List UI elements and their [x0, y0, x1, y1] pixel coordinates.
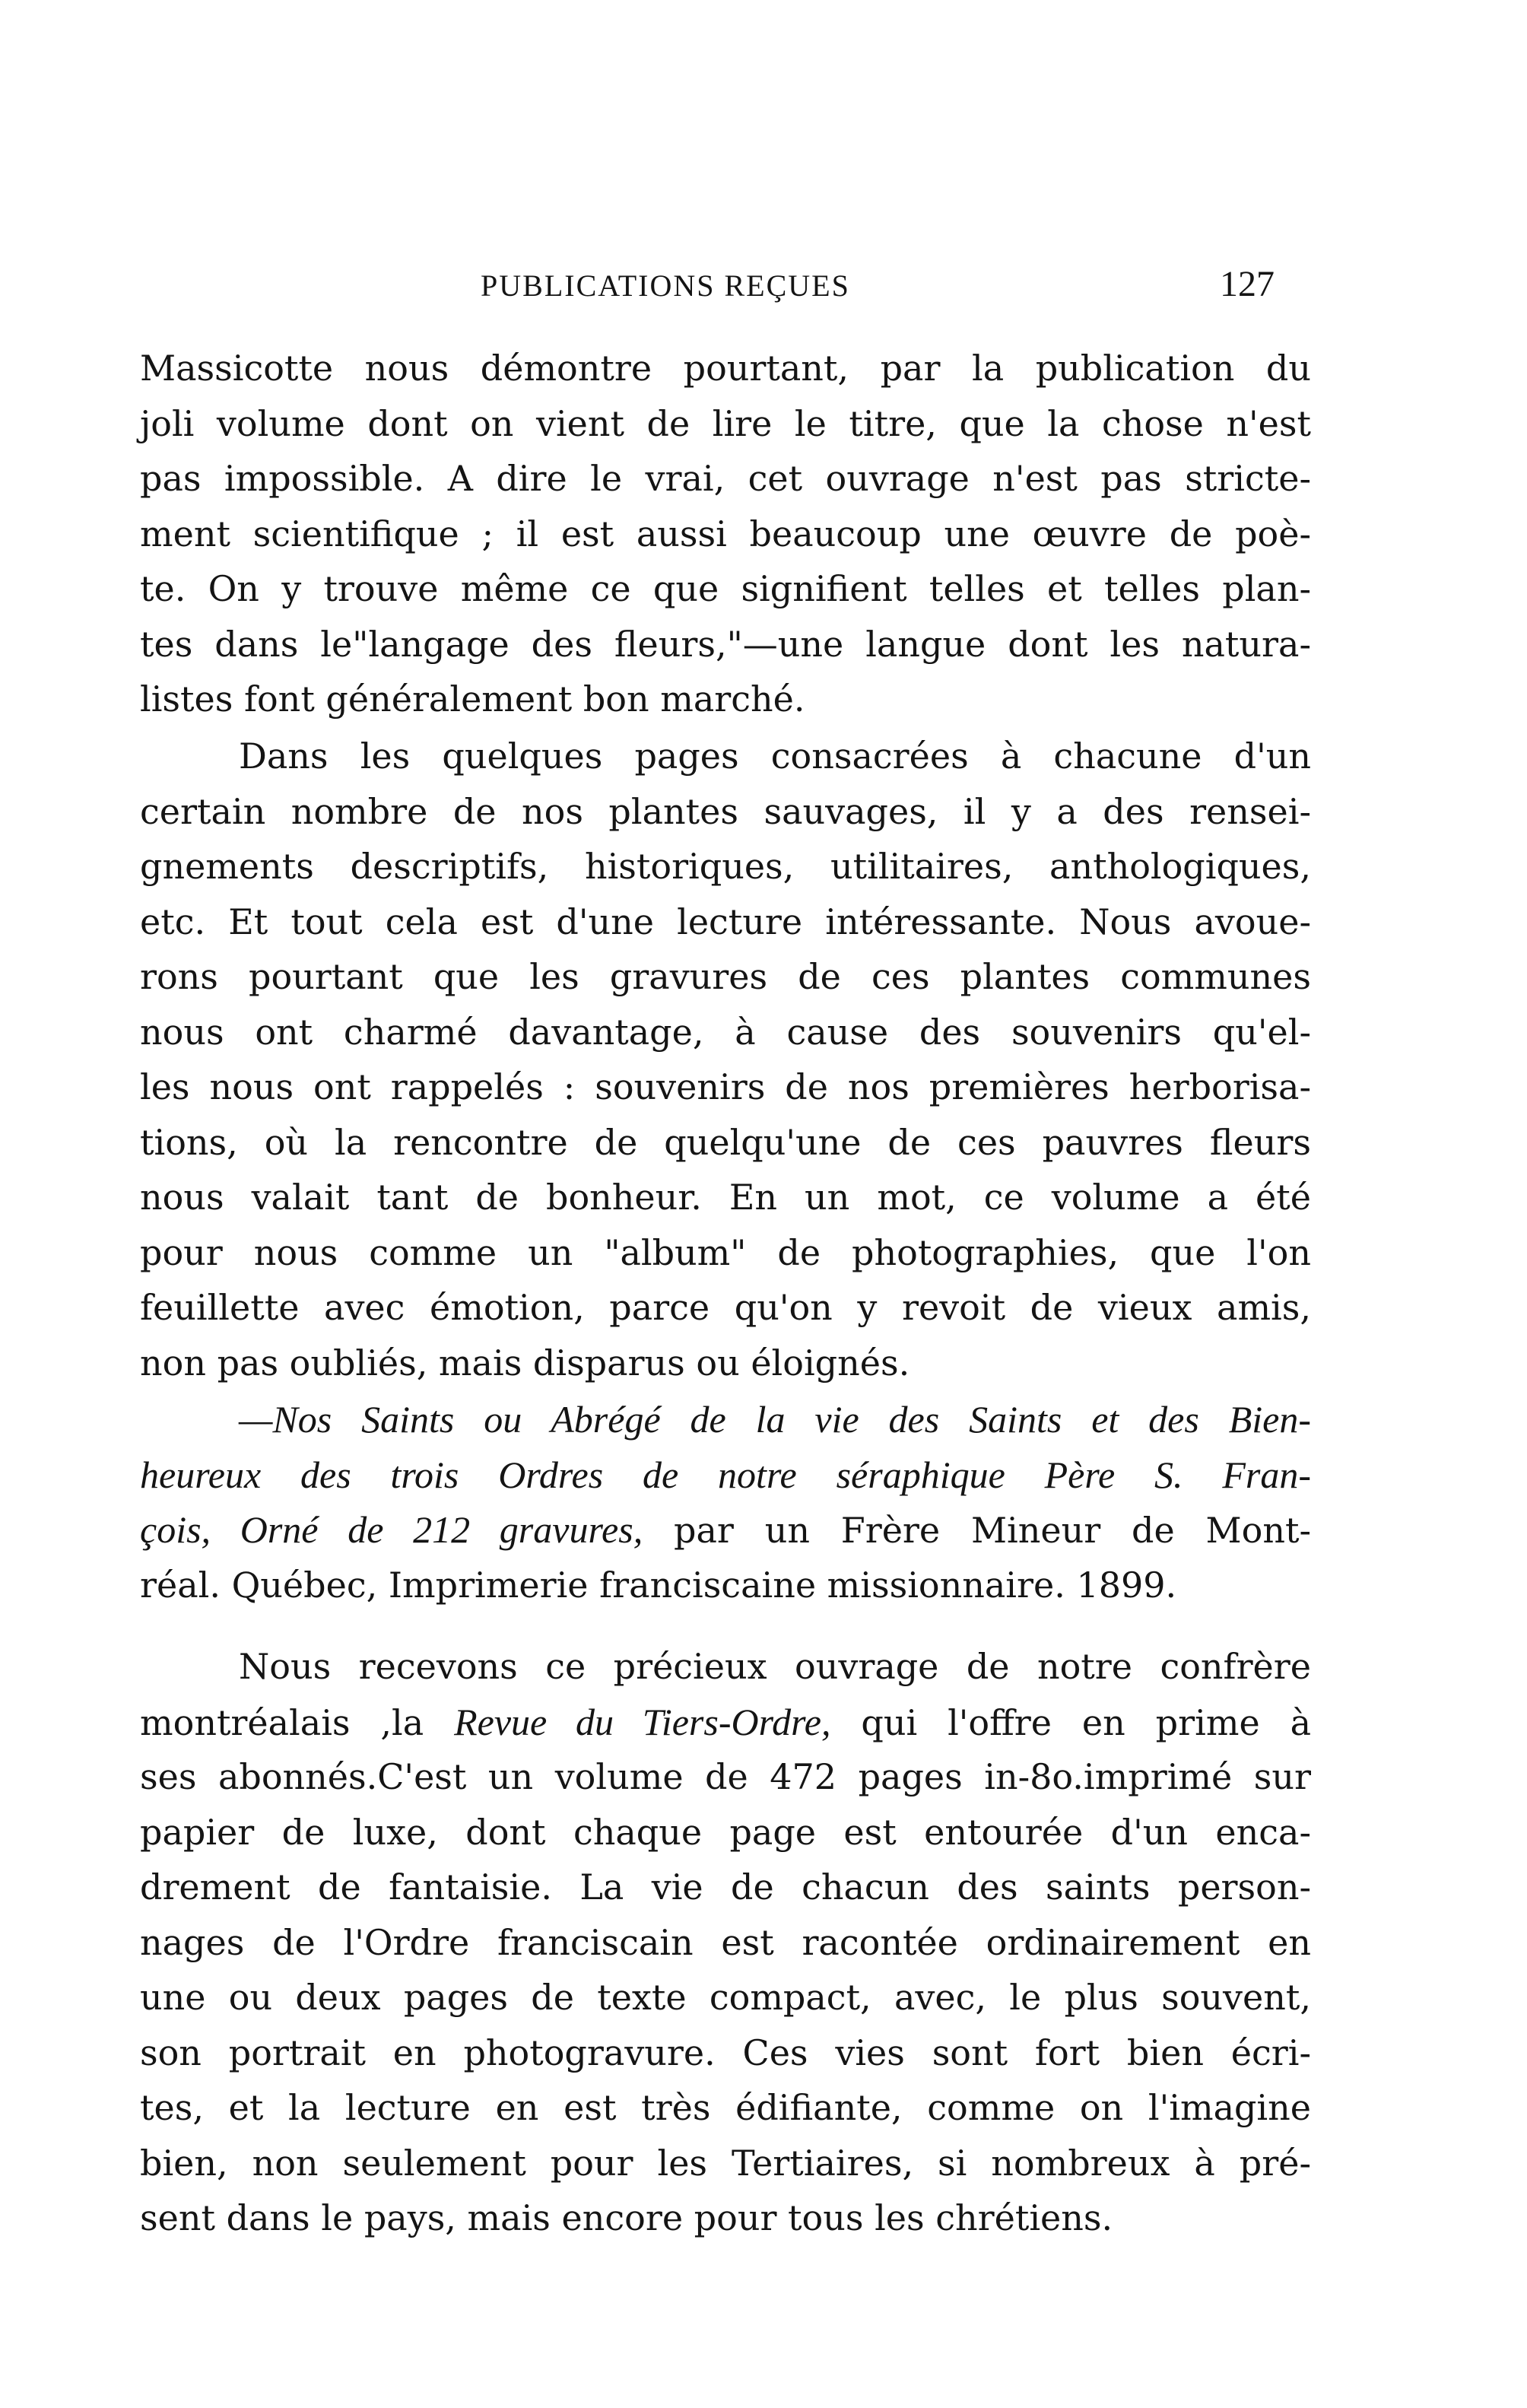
- text-line: son portrait en photogravure. Ces vies sont fort bien écri-: [140, 2032, 1311, 2073]
- text-line: nous valait tant de bonheur. En un mot, ce volume a été: [140, 1177, 1311, 1218]
- text-line: joli volume dont on vient de lire le titre, que la chose n'est: [140, 402, 1311, 444]
- text-line: te. On y trouve même ce que signifient telles et telles plan-: [140, 568, 1311, 609]
- text-line: tes dans le"langage des fleurs,"—une langue dont les natura-: [140, 623, 1311, 665]
- text-line: les nous ont rappelés : souvenirs de nos premières herborisa-: [140, 1066, 1311, 1107]
- text-line: ment scientifique ; il est aussi beaucoup une œuvre de poè-: [140, 513, 1311, 554]
- text-line: [140, 1447, 1311, 1503]
- text-line: non pas oubliés, mais disparus ou éloignés.: [140, 1342, 910, 1383]
- text-line: Nous recevons ce précieux ouvrage de notre confrère: [239, 1646, 1311, 1687]
- text-line: feuillette avec émotion, parce qu'on y revoit de vieux amis,: [140, 1287, 1311, 1328]
- text-line: listes font généralement bon marché.: [140, 678, 805, 720]
- text-line: Dans les quelques pages consacrées à chacune d'un: [239, 735, 1311, 777]
- text-line: [140, 1502, 1311, 1558]
- page-number: 127: [1220, 264, 1275, 304]
- text-line: tes, et la lecture en est très édifiante, comme on l'imagine: [140, 2087, 1311, 2128]
- author-segment: par un Frère Mineur de Mont-: [643, 1510, 1311, 1551]
- text-line: drement de fantaisie. La vie de chacun des saints person-: [140, 1866, 1311, 1908]
- text-line: pas impossible. A dire le vrai, cet ouvrage n'est pas stricte-: [140, 458, 1311, 499]
- text-line: nous ont charmé davantage, à cause des souvenirs qu'el-: [140, 1011, 1311, 1053]
- text-line: certain nombre de nos plantes sauvages, il y a des rensei-: [140, 790, 1311, 832]
- running-title: PUBLICATIONS REÇUES: [481, 268, 850, 303]
- text-line: nages de l'Ordre franciscain est racontée ordinairement en: [140, 1921, 1311, 1963]
- book-title-segment: çois, Orné de 212 gravures,: [140, 1508, 643, 1551]
- text-line: tions, où la rencontre de quelqu'une de ces pauvres fleurs: [140, 1121, 1311, 1163]
- text-line: Massicotte nous démontre pourtant, par la publication du: [140, 348, 1311, 389]
- text-line: réal. Québec, Imprimerie franciscaine missionnaire. 1899.: [140, 1564, 1177, 1606]
- book-title-segment: —Nos Saints ou Abrégé de la vie des Saints et des Bien-: [239, 1398, 1311, 1441]
- text-line: gnements descriptifs, historiques, utilitaires, anthologiques,: [140, 846, 1311, 887]
- text-line: pour nous comme un "album" de photographies, que l'on: [140, 1231, 1311, 1273]
- text-line: ses abonnés.C'est un volume de 472 pages in-8o.imprimé sur: [140, 1756, 1311, 1797]
- paragraph-2: [140, 729, 1311, 1390]
- journal-title-segment: Revue du Tiers-Ordre,: [454, 1700, 831, 1743]
- paragraph-4: [140, 1639, 1311, 2246]
- bibliographic-entry: [140, 1392, 1311, 1612]
- paragraph-1: [140, 341, 1311, 727]
- text-line: sent dans le pays, mais encore pour tous les chrétiens.: [140, 2197, 1113, 2238]
- text-line: [140, 1695, 1311, 1750]
- text-line: une ou deux pages de texte compact, avec, le plus souvent,: [140, 1977, 1311, 2018]
- text-segment: qui l'offre en prime à: [830, 1701, 1311, 1743]
- text-line: etc. Et tout cela est d'une lecture intéressante. Nous avoue-: [140, 901, 1311, 942]
- text-line: papier de luxe, dont chaque page est entourée d'un enca-: [140, 1811, 1311, 1853]
- text-line: bien, non seulement pour les Tertiaires, si nombreux à pré-: [140, 2142, 1311, 2184]
- book-title-segment: heureux des trois Ordres de notre séraphique Père S. Fran-: [140, 1453, 1311, 1496]
- text-segment: montréalais ,la: [140, 1701, 455, 1743]
- text-line: rons pourtant que les gravures de ces plantes communes: [140, 956, 1311, 997]
- text-line: [140, 1392, 1311, 1447]
